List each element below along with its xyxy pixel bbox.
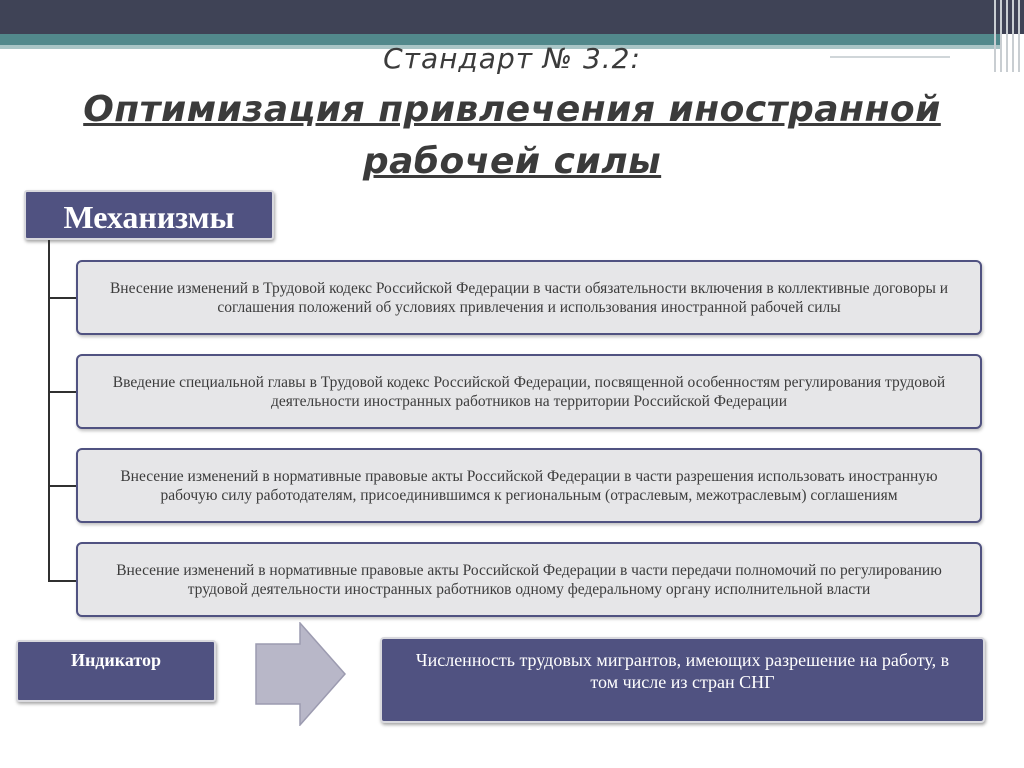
tree-connector [48,485,76,487]
top-band-dark [0,0,1024,34]
mechanism-item [76,260,982,335]
tree-connector [48,297,76,299]
mechanism-item-text: Внесение изменений в Трудовой кодекс Российской Федерации в части обязательности включения в коллективные договоры и соглашения положений об условиях привлечения и использования иностранной рабочей силы [109,279,949,316]
right-arrow-icon [255,622,347,726]
mechanism-item [76,542,982,617]
indicator-label-box [16,640,216,702]
mechanism-item-text: Внесение изменений в нормативные правовые акты Российской Федерации в части разрешения использовать иностранную рабочую силу работодателям, присоединившимся к региональным (отраслевым, межотраслевым) соглашениям [120,467,938,504]
standard-number: Стандарт № 3.2: [383,42,641,75]
indicator-value-box [380,637,985,723]
indicator-label: Индикатор [70,650,162,670]
mechanism-item-text: Внесение изменений в нормативные правовые акты Российской Федерации в части передачи полномочий по регулированию трудовой деятельности иностранных работников одному федеральному органу исполнительной власти [116,561,942,598]
mechanisms-header: Механизмы [24,190,274,240]
tree-connector-vertical [48,240,50,582]
slide-title: Оптимизация привлечения иностранной рабочей силы [83,89,941,182]
indicator-value: Численность трудовых мигрантов, имеющих разрешение на работу, в том числе из стран СНГ [415,650,950,692]
tree-connector [48,391,76,393]
tree-connector [48,580,76,582]
mechanism-item [76,354,982,429]
mechanism-item [76,448,982,523]
mechanism-item-text: Введение специальной главы в Трудовой кодекс Российской Федерации, посвященной особенностям регулирования трудовой деятельности иностранных работников на территории Российской Федерации [112,373,946,410]
